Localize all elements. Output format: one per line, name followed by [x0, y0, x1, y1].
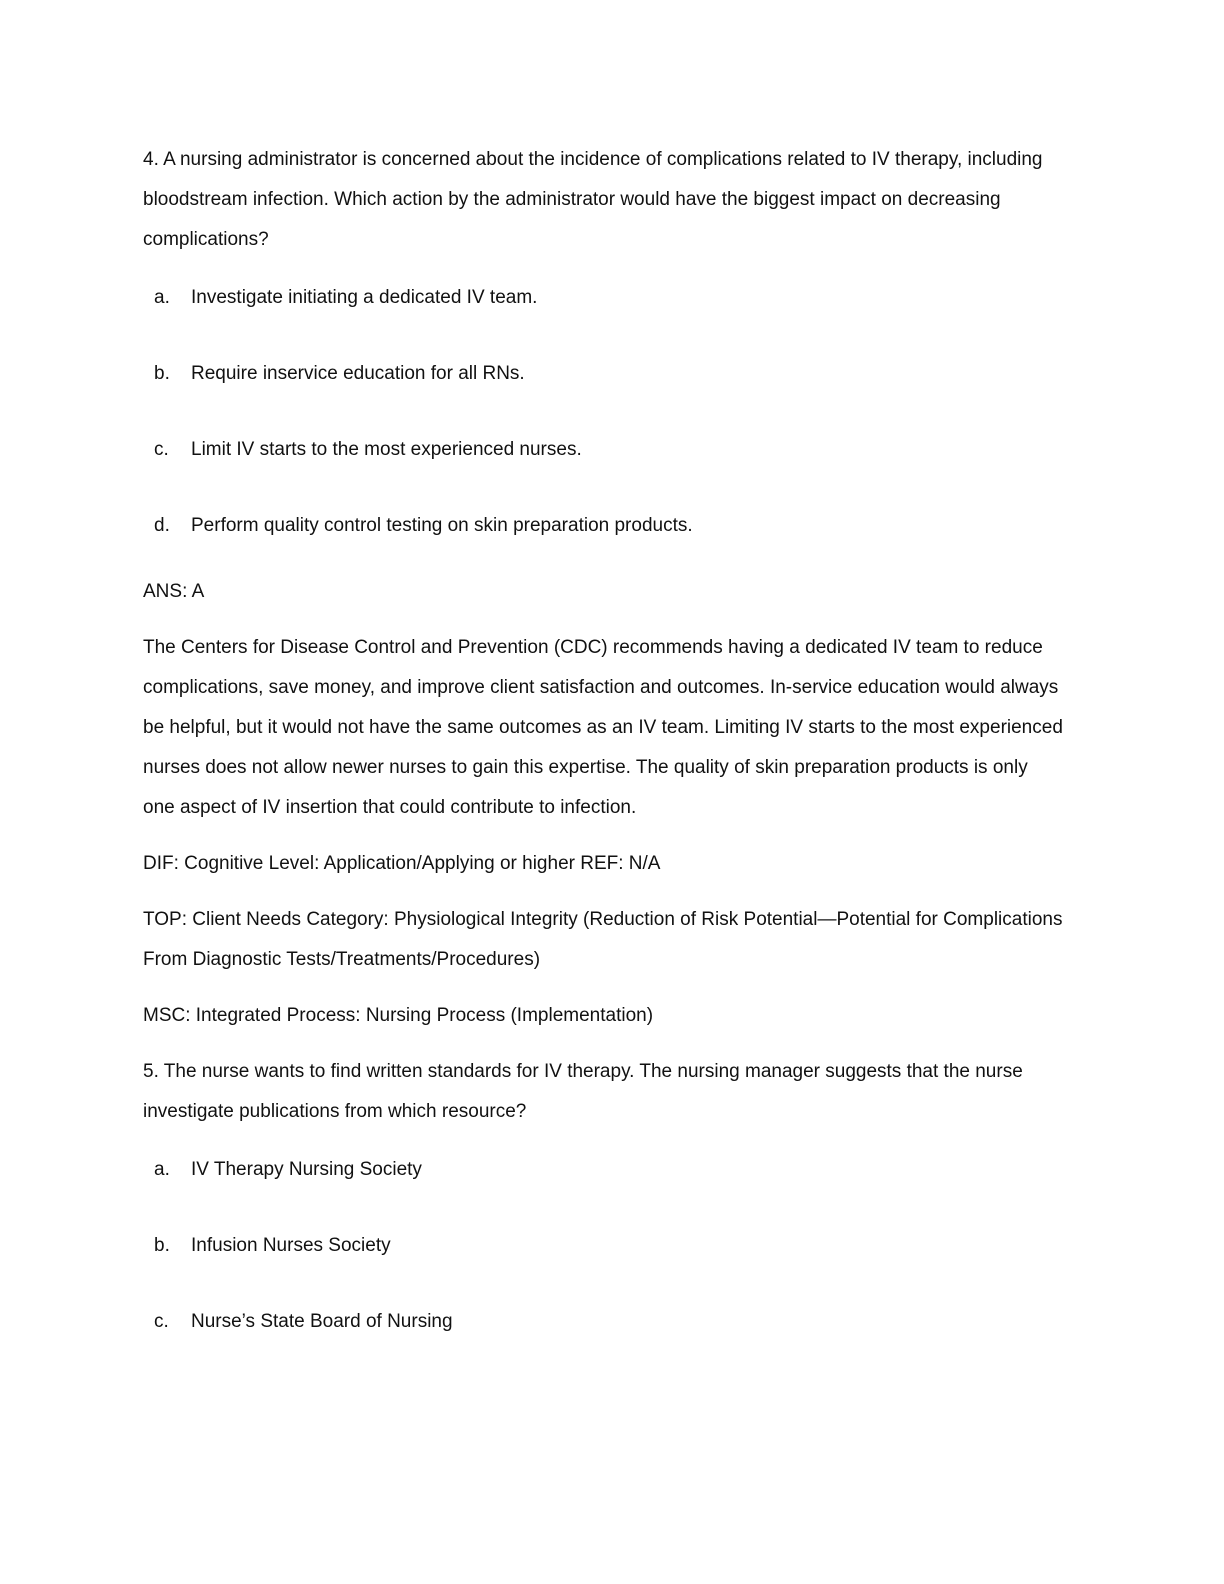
question-4-options: [143, 278, 1063, 546]
option-text: Require inservice education for all RNs.: [191, 363, 525, 384]
option-letter: b.: [154, 1235, 170, 1256]
option-text: Investigate initiating a dedicated IV team.: [191, 287, 538, 308]
question-4-answer: ANS: A: [143, 581, 205, 602]
document-content: [143, 140, 1063, 1378]
question-5-option-b: [143, 1226, 1063, 1266]
question-4-topic: TOP: Client Needs Category: Physiological Integrity (Reduction of Risk Potential—Potential for Complications From Diagnostic Tests/Treatments/Procedures): [143, 909, 1063, 970]
question-4-option-d: [143, 506, 1063, 546]
option-letter: a.: [154, 1159, 170, 1180]
question-5-options: [143, 1150, 1063, 1342]
option-text: Limit IV starts to the most experienced nurses.: [191, 439, 582, 460]
question-5-stem: 5. The nurse wants to find written standards for IV therapy. The nursing manager suggests that the nurse investigate publications from which resource?: [143, 1061, 1023, 1122]
option-letter: c.: [154, 439, 169, 460]
question-4-option-b: [143, 354, 1063, 394]
question-4-rationale: The Centers for Disease Control and Prevention (CDC) recommends having a dedicated IV team to reduce complications, save money, and improve client satisfaction and outcomes. In-service education would always be helpful, but it would not have the same outcomes as an IV team. Limiting IV starts to the most experienced nurses does not allow newer nurses to gain this expertise. The quality of skin preparation products is only one aspect of IV insertion that could contribute to infection.: [143, 637, 1063, 818]
question-5-option-c: [143, 1302, 1063, 1342]
option-letter: c.: [154, 1311, 169, 1332]
question-4-msc: MSC: Integrated Process: Nursing Process (Implementation): [143, 1005, 654, 1026]
option-text: Nurse’s State Board of Nursing: [191, 1311, 453, 1332]
question-5-option-a: [143, 1150, 1063, 1190]
question-4-option-a: [143, 278, 1063, 318]
option-letter: d.: [154, 515, 170, 536]
option-text: Infusion Nurses Society: [191, 1235, 391, 1256]
option-text: Perform quality control testing on skin preparation products.: [191, 515, 693, 536]
option-text: IV Therapy Nursing Society: [191, 1159, 422, 1180]
option-letter: b.: [154, 363, 170, 384]
question-4-difficulty: DIF: Cognitive Level: Application/Applying or higher REF: N/A: [143, 853, 661, 874]
option-letter: a.: [154, 287, 170, 308]
question-4-stem: 4. A nursing administrator is concerned about the incidence of complications related to IV therapy, including bloodstream infection. Which action by the administrator would have the biggest impact on decreasing complications?: [143, 149, 1043, 250]
question-4-option-c: [143, 430, 1063, 470]
